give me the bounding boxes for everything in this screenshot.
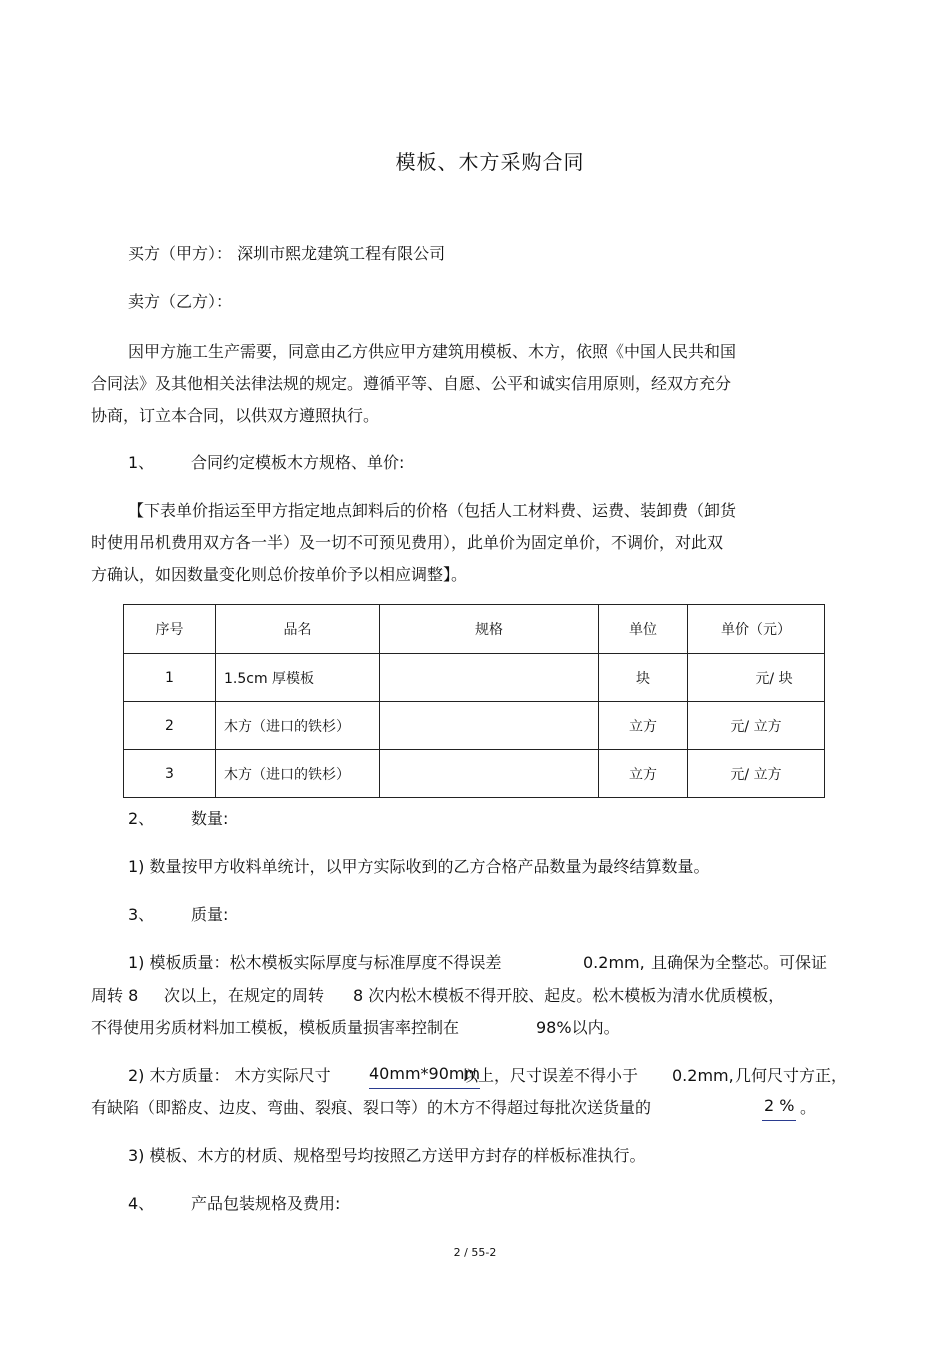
cell-spec xyxy=(380,702,599,750)
cell-unit: 块 xyxy=(599,654,688,702)
quality-clause-1-line2a: 周转 8 xyxy=(91,986,139,1005)
quality-clause-1-line2b: 次以上，在规定的周转 xyxy=(164,986,325,1005)
price-table xyxy=(123,604,825,798)
quality-clause-1c: 且确保为全整芯。可保证 xyxy=(651,953,828,972)
cell-unit: 立方 xyxy=(599,702,688,750)
cell-product: 木方（进口的铁杉） xyxy=(216,702,380,750)
cell-index: 1 xyxy=(124,654,216,702)
section-3-title: 质量: xyxy=(191,905,229,924)
cell-spec xyxy=(380,654,599,702)
quality-clause-2-line2a: 有缺陷（即豁皮、边皮、弯曲、裂痕、裂口等）的木方不得超过每批次送货量的 xyxy=(91,1098,652,1117)
timber-size-value: 40mm*90mm xyxy=(369,1060,480,1089)
cell-price: 元/ 立方 xyxy=(688,750,825,798)
section-2-title: 数量: xyxy=(191,809,229,828)
table-row xyxy=(124,702,825,750)
quality-clause-2e: 几何尺寸方正， xyxy=(735,1066,848,1085)
price-note-line-2: 时使用吊机费用双方各一半）及一切不可预见费用），此单价为固定单价，不调价，对此双 xyxy=(91,533,724,552)
quality-clause-1b: 0.2mm, xyxy=(583,953,645,972)
quality-clause-1-line3a: 不得使用劣质材料加工模板，模板质量损害率控制在 xyxy=(91,1018,460,1037)
cell-product: 木方（进口的铁杉） xyxy=(216,750,380,798)
header-cell: 序号 xyxy=(124,605,216,654)
table-row xyxy=(124,750,825,798)
defect-rate-value: 2 % xyxy=(762,1092,796,1121)
document-title: 模板、木方采购合同 xyxy=(395,150,585,174)
cell-unit: 立方 xyxy=(599,750,688,798)
table-header-row xyxy=(124,605,825,654)
section-4-title: 产品包装规格及费用: xyxy=(191,1194,341,1213)
quality-clause-3: 3) 模板、木方的材质、规格型号均按照乙方送甲方封存的样板标准执行。 xyxy=(128,1146,646,1165)
quality-clause-2c: 以上，尺寸误差不得小于 xyxy=(462,1066,639,1085)
cell-price: 元/ 块 xyxy=(688,654,825,702)
header-cell: 单价（元） xyxy=(688,605,825,654)
quantity-clause-1: 1) 数量按甲方收料单统计，以甲方实际收到的乙方合格产品数量为最终结算数量。 xyxy=(128,857,710,876)
cell-spec xyxy=(380,750,599,798)
header-cell: 规格 xyxy=(380,605,599,654)
cell-product: 1.5cm 厚模板 xyxy=(216,654,380,702)
buyer-line: 买方（甲方）： 深圳市熙龙建筑工程有限公司 xyxy=(128,244,446,263)
section-4-number: 4、 xyxy=(128,1194,155,1213)
section-2-number: 2、 xyxy=(128,809,155,828)
cell-index: 3 xyxy=(124,750,216,798)
cell-index: 2 xyxy=(124,702,216,750)
quality-clause-1-line3b: 98%以内。 xyxy=(536,1018,620,1037)
section-3-number: 3、 xyxy=(128,905,155,924)
intro-line-1: 因甲方施工生产需要，同意由乙方供应甲方建筑用模板、木方，依照《中国人民共和国 xyxy=(128,342,737,361)
page-number: 2 / 55-2 xyxy=(453,1246,497,1259)
intro-line-3: 协商，订立本合同，以供双方遵照执行。 xyxy=(91,406,380,425)
intro-line-2: 合同法》及其他相关法律法规的规定。遵循平等、自愿、公平和诚实信用原则，经双方充分 xyxy=(91,374,732,393)
quality-clause-2a: 2) 木方质量： 木方实际尺寸 xyxy=(128,1066,331,1085)
price-note-line-1: 【下表单价指运至甲方指定地点卸料后的价格（包括人工材料费、运费、装卸费（卸货 xyxy=(128,501,737,520)
section-1-number: 1、 xyxy=(128,453,155,472)
section-1-title: 合同约定模板木方规格、单价: xyxy=(191,453,405,472)
quality-clause-1-line2c: 8 次内松木模板不得开胶、起皮。松木模板为清水优质模板， xyxy=(353,986,785,1005)
quality-clause-2d: 0.2mm, xyxy=(672,1066,734,1085)
price-note-line-3: 方确认，如因数量变化则总价按单价予以相应调整】。 xyxy=(91,565,468,584)
quality-clause-1a: 1) 模板质量：松木模板实际厚度与标准厚度不得误差 xyxy=(128,953,502,972)
seller-line: 卖方（乙方）： xyxy=(128,292,233,311)
header-cell: 品名 xyxy=(216,605,380,654)
header-cell: 单位 xyxy=(599,605,688,654)
quality-clause-2-line2c: 。 xyxy=(800,1098,817,1117)
table-row xyxy=(124,654,825,702)
cell-price: 元/ 立方 xyxy=(688,702,825,750)
